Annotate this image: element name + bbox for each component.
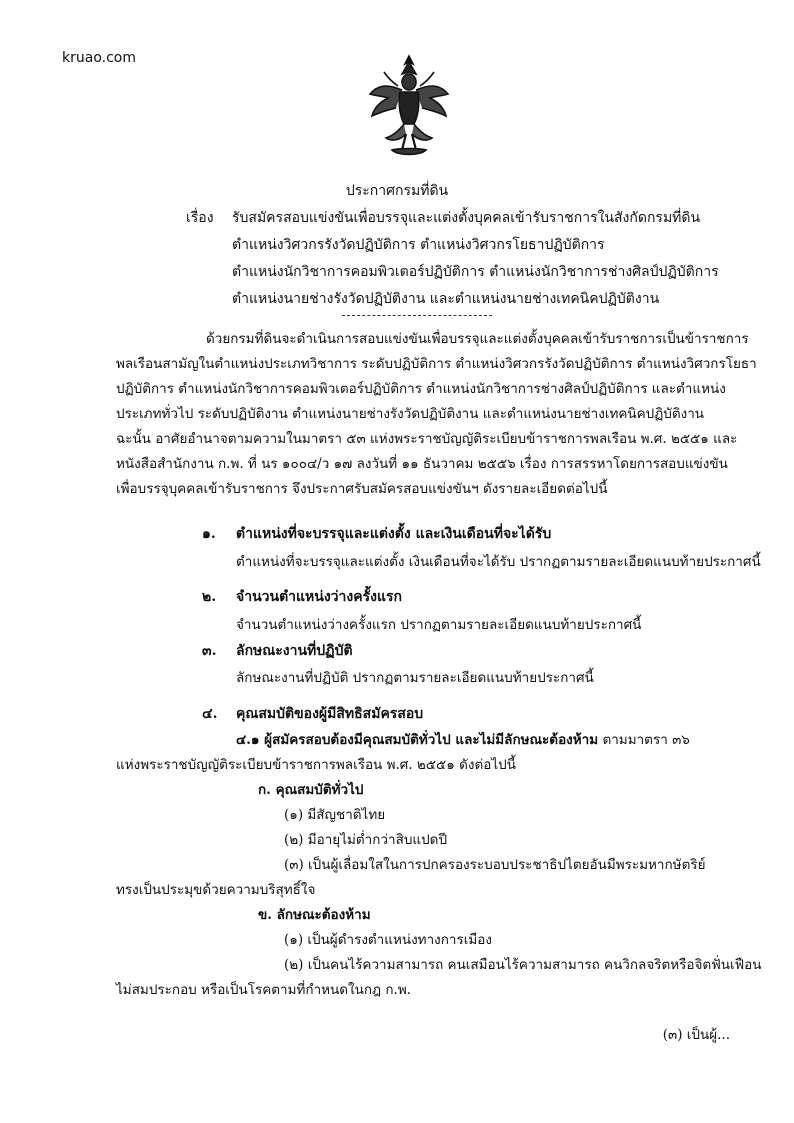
watermark: kruao.com	[62, 50, 136, 66]
general-item: (๑) มีสัญชาติไทย	[284, 807, 386, 823]
intro-line: ประเภททั่วไป ระดับปฏิบัติงาน ตำแหน่งนายช่างรังวัดปฏิบัติงาน และตำแหน่งนายช่างเทคนิคปฏิบัติงาน	[116, 406, 705, 422]
subject-line: ตำแหน่งนายช่างรังวัดปฏิบัติงาน และตำแหน่งนายช่างเทคนิคปฏิบัติงาน	[232, 291, 660, 307]
section-heading: ลักษณะงานที่ปฏิบัติ	[236, 643, 353, 659]
section-number: ๑.	[202, 526, 216, 542]
continuation-marker: (๓) เป็นผู้...	[662, 1027, 730, 1043]
intro-line: ด้วยกรมที่ดินจะดำเนินการสอบแข่งขันเพื่อบรรจุและแต่งตั้งบุคคลเข้ารับราชการเป็นข้าราชการ	[206, 331, 749, 347]
section-number: ๓.	[202, 643, 217, 659]
subject-label: เรื่อง	[186, 210, 214, 226]
announcement-title: ประกาศกรมที่ดิน	[345, 183, 449, 199]
general-qualification-heading: ก. คุณสมบัติทั่วไป	[258, 782, 364, 798]
intro-line: หนังสือสำนักงาน ก.พ. ที่ นร ๑๐๐๔/ว ๑๗ ลงวันที่ ๑๑ ธันวาคม ๒๕๕๖ เรื่อง การสรรหาโดยการสอบแข่งขัน	[116, 456, 728, 472]
prohibited-item-cont: ไม่สมประกอบ หรือเป็นโรคตามที่กำหนดในกฎ ก.พ.	[116, 982, 412, 998]
section-text: จำนวนตำแหน่งว่างครั้งแรก ปรากฏตามรายละเอียดแนบท้ายประกาศนี้	[236, 617, 642, 633]
section-text: ตำแหน่งที่จะบรรจุและแต่งตั้ง เงินเดือนที่จะได้รับ ปรากฏตามรายละเอียดแนบท้ายประกาศนี้	[236, 554, 761, 570]
section-text: ลักษณะงานที่ปฏิบัติ ปรากฏตามรายละเอียดแนบท้ายประกาศนี้	[236, 670, 594, 686]
separator-line	[342, 315, 492, 316]
qualification-4-1-cont: แห่งพระราชบัญญัติระเบียบข้าราชการพลเรือน พ.ศ. ๒๕๕๑ ดังต่อไปนี้	[116, 757, 516, 773]
section-number: ๔.	[202, 706, 218, 722]
prohibited-item: (๑) เป็นผู้ดำรงตำแหน่งทางการเมือง	[284, 932, 492, 948]
general-item-cont: ทรงเป็นประมุขด้วยความบริสุทธิ์ใจ	[116, 882, 316, 898]
intro-line: ปฏิบัติการ ตำแหน่งนักวิชาการคอมพิวเตอร์ปฏิบัติการ ตำแหน่งนักวิชาการช่างศิลป์ปฏิบัติการ และตำแหน่ง	[116, 381, 726, 397]
qualification-4-1-heading: ๔.๑ ผู้สมัครสอบต้องมีคุณสมบัติทั่วไป และไม่มีลักษณะต้องห้าม	[236, 732, 599, 748]
qualification-4-1-rest: ตามมาตรา ๓๖	[602, 732, 690, 748]
intro-paragraph	[116, 327, 757, 502]
intro-line: เพื่อบรรจุบุคคลเข้ารับราชการ จึงประกาศรับสมัครสอบแข่งขันฯ ดังรายละเอียดต่อไปนี้	[116, 481, 608, 497]
section-heading: จำนวนตำแหน่งว่างครั้งแรก	[236, 589, 402, 605]
prohibited-heading: ข. ลักษณะต้องห้าม	[258, 907, 371, 923]
intro-line: ฉะนั้น อาศัยอำนาจตามความในมาตรา ๕๓ แห่งพระราชบัญญัติระเบียบข้าราชการพลเรือน พ.ศ. ๒๕๕๑ และ	[116, 431, 738, 447]
section-heading: ตำแหน่งที่จะบรรจุและแต่งตั้ง และเงินเดือนที่จะได้รับ	[236, 526, 552, 542]
garuda-emblem	[362, 52, 456, 162]
subject-line: ตำแหน่งวิศวกรรังวัดปฏิบัติการ ตำแหน่งวิศวกรโยธาปฏิบัติการ	[232, 237, 605, 253]
subject-line: รับสมัครสอบแข่งขันเพื่อบรรจุและแต่งตั้งบุคคลเข้ารับราชการในสังกัดกรมที่ดิน	[232, 210, 701, 226]
qualification-4-1	[236, 728, 690, 750]
intro-line: พลเรือนสามัญในตำแหน่งประเภทวิชาการ ระดับปฏิบัติการ ตำแหน่งวิศวกรรังวัดปฏิบัติการ ตำแหน่งวิศวกรโยธา	[116, 356, 757, 372]
prohibited-item: (๒) เป็นคนไร้ความสามารถ คนเสมือนไร้ความสามารถ คนวิกลจริตหรือจิตฟั่นเฟือน	[284, 957, 762, 973]
subject-line: ตำแหน่งนักวิชาการคอมพิวเตอร์ปฏิบัติการ ตำแหน่งนักวิชาการช่างศิลป์ปฏิบัติการ	[232, 264, 719, 280]
general-item: (๓) เป็นผู้เลื่อมใสในการปกครองระบอบประชาธิปไตยอันมีพระมหากษัตริย์	[284, 857, 706, 873]
section-heading: คุณสมบัติของผู้มีสิทธิสมัครสอบ	[236, 706, 424, 722]
general-item: (๒) มีอายุไม่ต่ำกว่าสิบแปดปี	[284, 832, 448, 848]
section-number: ๒.	[202, 589, 217, 605]
